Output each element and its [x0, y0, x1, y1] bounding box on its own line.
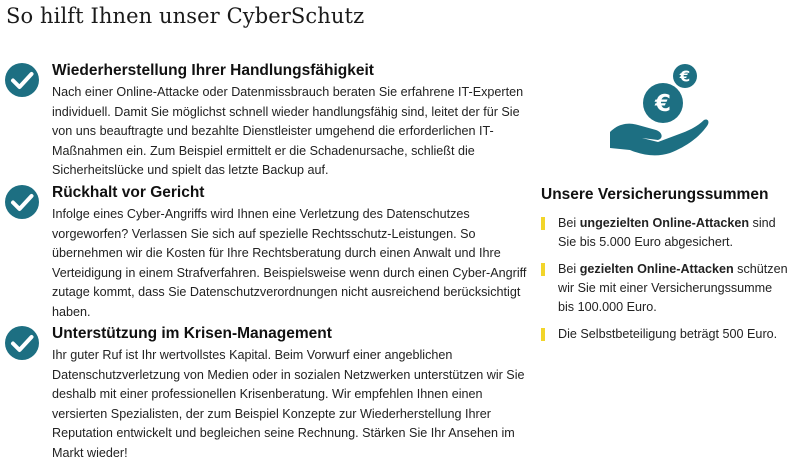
page-title: So hilft Ihnen unser CyberSchutz	[6, 4, 365, 28]
check-circle-icon	[4, 325, 40, 361]
section-title: Rückhalt vor Gericht	[52, 184, 205, 201]
list-item: Die Selbstbeteiligung beträgt 500 Euro.	[541, 325, 791, 344]
yellow-bullet-icon	[541, 328, 545, 341]
insurance-sums-title: Unsere Versicherungssummen	[541, 186, 769, 203]
section-body: Ihr guter Ruf ist Ihr wertvollstes Kapital. Beim Vorwurf einer angeblichen Datenschutzverletzung von Medien oder in sozialen Netzwerken unterstützen wir Sie deshalb mit einer professionellen Krisenberatung. Wir empfehlen Ihnen einen versierten Spezialisten, der zum Beispiel Konzepte zur Wiederherstellung Ihrer Reputation entwickelt und begleichen seine Rechnung. Stärken Sie Ihr Ansehen im Markt wieder!	[52, 348, 525, 460]
check-circle-icon	[4, 62, 40, 98]
svg-text:€: €	[654, 91, 672, 117]
yellow-bullet-icon	[541, 263, 545, 276]
section-title: Wiederherstellung Ihrer Handlungsfähigkeit	[52, 62, 374, 79]
insurance-sums-list	[541, 214, 791, 352]
section-body: Nach einer Online-Attacke oder Datenmissbrauch beraten Sie erfahrene IT-Experten individuell. Damit Sie möglichst schnell wieder handlungsfähig sind, leitet der für Sie von uns beauftragte und bezahlte Dienstleister umgehend die erforderlichen IT-Maßnahmen ein. Zum Beispiel ermittelt er die Schadenursache, schließt die Sicherheitslücke und spielt das letzte Backup auf.	[52, 85, 524, 178]
svg-text:€: €	[679, 67, 691, 86]
yellow-bullet-icon	[541, 217, 545, 230]
hand-holding-euro-coins-icon	[608, 62, 710, 160]
section-body: Infolge eines Cyber-Angriffs wird Ihnen eine Verletzung des Datenschutzes vorgeworfen? Verlassen Sie sich auf spezielle Rechtsschutz-Leistungen. So übernehmen wir die Kosten für Ihre Rechtsberatung durch einen Anwalt und Ihre Verteidigung in einem Strafverfahren. Beispielsweise wenn durch einen Cyber-Angriff zutage kommt, dass Sie Datenschutzverordnungen nicht ausreichend berücksichtigt haben.	[52, 207, 527, 319]
section-title: Unterstützung im Krisen-Management	[52, 325, 332, 342]
check-circle-icon	[4, 184, 40, 220]
list-item: Bei ungezielten Online-Attacken sind Sie bis 5.000 Euro abgesichert.	[541, 214, 791, 252]
list-item: Bei gezielten Online-Attacken schützen wir Sie mit einer Versicherungssumme bis 100.000 Euro.	[541, 260, 791, 317]
